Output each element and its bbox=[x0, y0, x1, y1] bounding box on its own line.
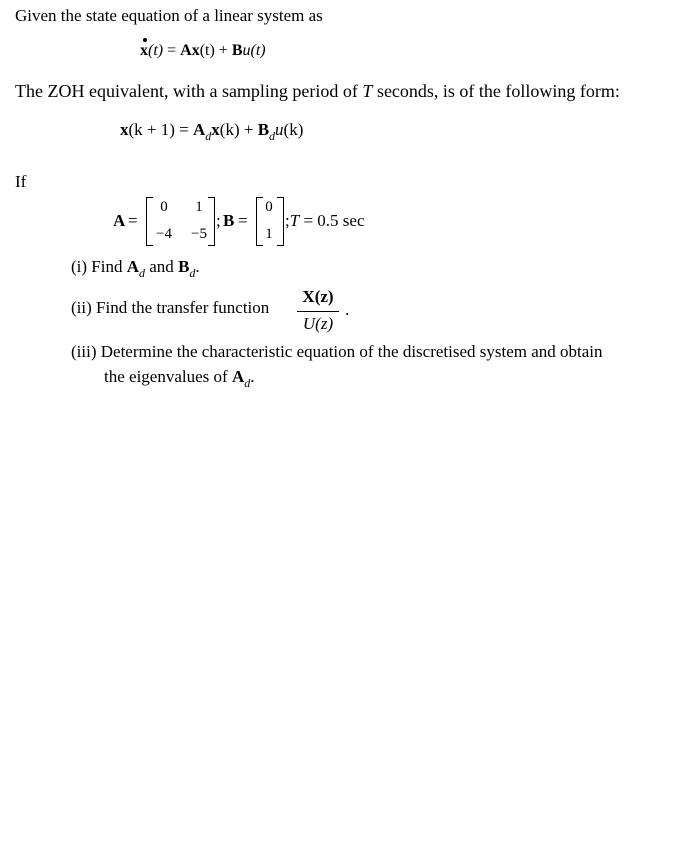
discrete-equation: $x(k + 1) = A_dx(k) + B_du(k)$ bbox=[120, 120, 304, 143]
question-3-line-2: the eigenvalues of $A_d$. bbox=[104, 367, 255, 390]
fraction-bar bbox=[297, 311, 339, 312]
transfer-function-denominator: U(z) bbox=[302, 314, 334, 333]
if-label: If bbox=[15, 172, 27, 191]
transfer-function-numerator: X(z) bbox=[302, 287, 334, 306]
separator: ; bbox=[216, 211, 221, 230]
b-matrix-cell: 0 bbox=[265, 199, 273, 215]
a-matrix-cell: −4 bbox=[156, 226, 172, 242]
b-matrix-cell: 1 bbox=[265, 226, 273, 242]
a-equals: = bbox=[128, 211, 138, 230]
b-matrix-right-bracket bbox=[277, 197, 284, 246]
a-matrix-cell: 1 bbox=[195, 199, 203, 215]
question-1: (i) Find $A_d$ and $B_d$. bbox=[71, 257, 200, 280]
state-equation: x(t) = Ax(t) + Bu(t) bbox=[140, 42, 266, 59]
a-matrix-cell: −5 bbox=[191, 226, 207, 242]
sampling-period: ;T = 0.5 sec bbox=[285, 211, 365, 230]
b-matrix-label: B bbox=[223, 211, 235, 230]
a-matrix-cell: 0 bbox=[160, 199, 168, 215]
zoh-description: The ZOH equivalent, with a sampling period of T seconds, is of the following form: bbox=[15, 81, 620, 101]
question-3-line-1: (iii) Determine the characteristic equation of the discretised system and obtain bbox=[71, 342, 603, 361]
question-2-period: . bbox=[345, 300, 350, 319]
intro-text: Given the state equation of a linear system as bbox=[15, 6, 323, 25]
b-equals: = bbox=[238, 211, 248, 230]
question-2: (ii) Find the transfer function bbox=[71, 298, 270, 317]
a-matrix-label: A bbox=[113, 211, 126, 230]
